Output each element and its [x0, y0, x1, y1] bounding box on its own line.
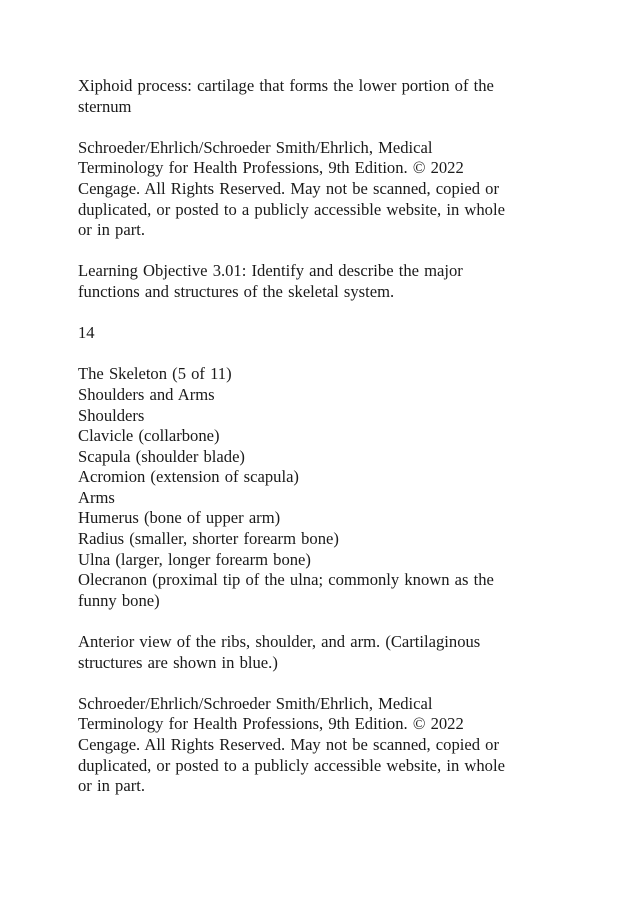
copyright-citation — [78, 138, 598, 241]
text-line: Terminology for Health Professions, 9th Edition. © 2022 — [78, 158, 464, 178]
list-item: Radius (smaller, shorter forearm bone) — [78, 529, 339, 549]
text-line: Xiphoid process: cartilage that forms the lower portion of the — [78, 76, 494, 95]
text-line: structures are shown in blue.) — [78, 652, 278, 672]
list-item: Shoulders — [78, 405, 145, 425]
slide-number — [78, 323, 598, 344]
list-item: funny bone) — [78, 590, 160, 610]
list-item: Olecranon (proximal tip of the ulna; commonly known as the — [78, 570, 494, 590]
list-item: Ulna (larger, longer forearm bone) — [78, 549, 311, 569]
text-line: Learning Objective 3.01: Identify and describe the major — [78, 261, 463, 281]
list-item: Shoulders and Arms — [78, 384, 215, 404]
text-line: Terminology for Health Professions, 9th Edition. © 2022 — [78, 714, 464, 734]
document-page — [78, 76, 598, 817]
text-line: sternum — [78, 96, 132, 116]
text-line: Cengage. All Rights Reserved. May not be scanned, copied or — [78, 178, 499, 198]
text-line: Schroeder/Ehrlich/Schroeder Smith/Ehrlich, Medical — [78, 137, 433, 157]
text-line: Schroeder/Ehrlich/Schroeder Smith/Ehrlich, Medical — [78, 693, 433, 713]
skeleton-section — [78, 364, 598, 611]
text-line: or in part. — [78, 220, 145, 240]
text-line: duplicated, or posted to a publicly accessible website, in whole — [78, 199, 505, 219]
list-item: Humerus (bone of upper arm) — [78, 508, 281, 528]
list-item: Arms — [78, 487, 115, 507]
text-line: or in part. — [78, 776, 145, 796]
list-item: Acromion (extension of scapula) — [78, 467, 299, 487]
copyright-citation — [78, 694, 598, 797]
xiphoid-definition — [78, 76, 598, 117]
learning-objective — [78, 261, 598, 302]
section-title: The Skeleton (5 of 11) — [78, 364, 232, 384]
list-item: Clavicle (collarbone) — [78, 426, 220, 446]
list-item: Scapula (shoulder blade) — [78, 446, 245, 466]
text-line: functions and structures of the skeletal system. — [78, 281, 395, 301]
text-line: Anterior view of the ribs, shoulder, and arm. (Cartilaginous — [78, 632, 481, 652]
text-line: 14 — [78, 323, 95, 343]
figure-caption — [78, 632, 598, 673]
text-line: Cengage. All Rights Reserved. May not be scanned, copied or — [78, 735, 499, 754]
text-line: duplicated, or posted to a publicly accessible website, in whole — [78, 755, 505, 775]
